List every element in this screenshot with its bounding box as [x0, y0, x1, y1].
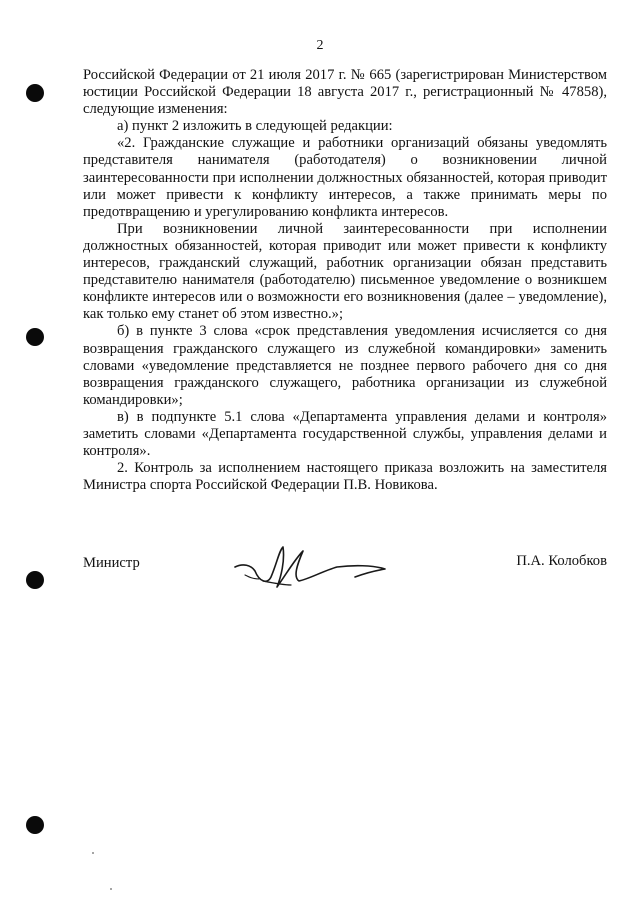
- document-body: [83, 67, 607, 494]
- scan-speck: [92, 852, 94, 854]
- punch-hole-mark: [26, 571, 44, 589]
- paragraph-item-c: в) в подпункте 5.1 слова «Департамента управления делами и контроля» заметить словами «Департамента государственной службы, управления делами и контроля».: [83, 408, 607, 460]
- signatory-name: П.А. Колобков: [516, 553, 607, 569]
- signature-block: [83, 553, 607, 613]
- paragraph-item-a: а) пункт 2 изложить в следующей редакции:: [117, 118, 393, 135]
- page-number: 2: [316, 38, 324, 53]
- scan-speck: [110, 888, 112, 890]
- paragraph-control: 2. Контроль за исполнением настоящего приказа возложить на заместителя Министра спорта Российской Федерации П.В. Новикова.: [83, 460, 607, 494]
- punch-hole-mark: [26, 84, 44, 102]
- paragraph-clause-2: «2. Гражданские служащие и работники организаций обязаны уведомлять представителя нанимателя (работодателя) о возникновении личной заинтересованности при исполнении должностных обязанностей, которая приводит или может привести к конфликту интересов, а также принимать меры по предотвращению и урегулированию конфликта интересов.: [83, 135, 607, 220]
- punch-hole-mark: [26, 328, 44, 346]
- punch-hole-mark: [26, 816, 44, 834]
- paragraph-item-b: б) в пункте 3 слова «срок представления уведомления исчисляется со дня возвращения гражданского служащего из служебной командировки» заменить словами «уведомление представляется не позднее первого рабочего дня со дня возвращения гражданского служащего, работника организации из служебной командировки»;: [83, 323, 607, 408]
- handwritten-signature: [233, 541, 393, 601]
- paragraph-intro: Российской Федерации от 21 июля 2017 г. № 665 (зарегистрирован Министерством юстиции Российской Федерации 18 августа 2017 г., регистрационный № 47858), следующие изменения:: [83, 67, 607, 118]
- signatory-title: Министр: [83, 555, 140, 571]
- paragraph-conflict-notice: При возникновении личной заинтересованности при исполнении должностных обязанностей, которая приводит или может привести к конфликту интересов, гражданский служащий, работник организации обязан представить представителю нанимателя (работодателю) письменное уведомление о возникшем конфликте интересов или о возможности его возникновения (далее – уведомление), как только ему станет об этом известно.»;: [83, 220, 607, 323]
